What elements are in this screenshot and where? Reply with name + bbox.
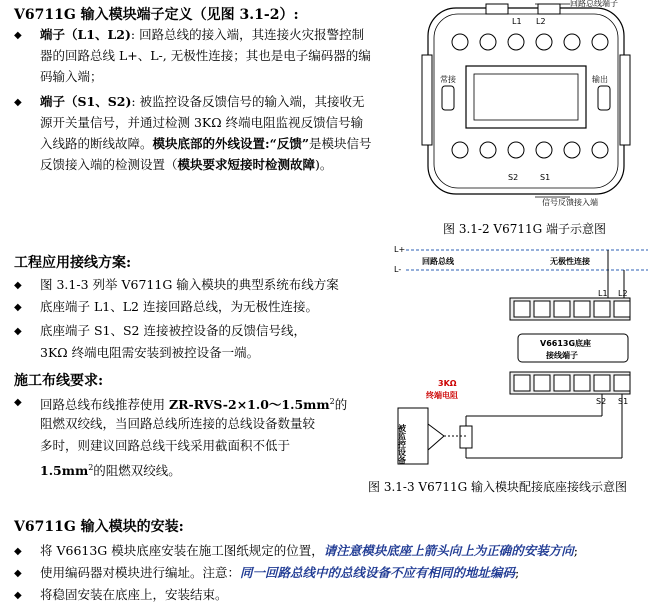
section-title-installation: V6711G 输入模块的安装: <box>14 519 184 535</box>
construction-line-1 <box>40 391 347 415</box>
cable-spec: ZR-RVS-2×1.0～1.5mm <box>168 397 330 413</box>
scheme-line-1: 图 3.1-3 列举 V6711G 输入模块的典型系统布线方案 <box>40 277 339 292</box>
construction-line-3: 多时，则建议回路总线干线采用截面积不低于 <box>40 438 291 453</box>
wiring-diagram <box>390 238 652 468</box>
label-s2: S2 <box>596 397 607 406</box>
label-loop-bus-terminal: 回路总线端子 <box>570 0 618 8</box>
term-s1s2-head: 端子（S1、S2) <box>40 94 132 109</box>
bullet-icon: ◆ <box>14 280 22 291</box>
construction-line-2: 阻燃双绞线，当回路总线所连接的总线设备数量较 <box>40 416 316 431</box>
label-l1: L1 <box>512 17 522 26</box>
text: ; <box>573 543 579 558</box>
base-label-1: V6613G底座 <box>540 339 592 348</box>
para-l1l2 <box>40 24 375 87</box>
superscript: 2 <box>329 397 335 406</box>
install-direction-note: 请注意模块底座上箭头向上为正确的安装方向 <box>323 543 574 558</box>
base-label-2: 接线端子 <box>546 351 578 360</box>
bullet-icon: ◆ <box>14 30 22 41</box>
term-s1s2-text2: 是模块信号反馈接入端的检测设置（ <box>40 136 372 172</box>
section-title-terminals: V6711G 输入模块端子定义（见图 3.1-2）: <box>14 7 299 23</box>
bullet-icon: ◆ <box>14 326 22 337</box>
device-label: 被监控设备 <box>397 424 407 464</box>
text: ; <box>515 565 520 580</box>
figure-caption-3-1-3: 图 3.1-3 V6711G 输入模块配接底座接线示意图 <box>368 480 628 494</box>
label-s2: S2 <box>508 173 519 182</box>
term-s1s2-text: : 被监控设备反馈信号的输入端，其接收无源开关量信号，并通过检测 3KΩ 终端电阻监视反馈信号输入线路的断线故障。 <box>40 94 365 151</box>
section-title-wiring-scheme: 工程应用接线方案: <box>14 255 132 271</box>
construction-line-4 <box>40 457 181 481</box>
text: 的阻燃双绞线。 <box>93 463 181 479</box>
label-l-plus: L+ <box>394 245 406 254</box>
bullet-icon: ◆ <box>14 397 22 408</box>
bullet-icon: ◆ <box>14 97 22 108</box>
text: 回路总线布线推荐使用 <box>40 397 169 413</box>
label-nonpolar: 无极性连接 <box>550 257 590 266</box>
bullet-icon: ◆ <box>14 590 22 601</box>
label-left: 常接 <box>440 75 456 84</box>
label-l2: L2 <box>536 17 546 26</box>
terminal-diagram <box>420 0 635 210</box>
label-l1: L1 <box>598 289 608 298</box>
text: 使用编码器对模块进行编址。注意： <box>40 565 241 580</box>
bullet-icon: ◆ <box>14 568 22 579</box>
scheme-line-3b: 3KΩ 终端电阻需安装到被控设备一端。 <box>40 345 260 360</box>
label-feedback-input: 信号反馈接入端 <box>542 198 598 207</box>
scheme-line-2: 底座端子 L1、L2 连接回路总线，为无极性连接。 <box>40 299 318 314</box>
text: 将 V6613G 模块底座安装在施工图纸规定的位置， <box>40 543 324 558</box>
scheme-line-3a: 底座端子 S1、S2 连接被控设备的反馈信号线， <box>40 323 306 338</box>
term-l1l2-text: : 回路总线的接入端，其连接火灾报警控制器的回路总线 L+、L-, 无极性连接；其也是电子编码器的编码输入端； <box>40 27 371 84</box>
install-line-1 <box>40 540 578 561</box>
text: 的 <box>334 397 348 413</box>
address-note: 同一回路总线中的总线设备不应有相同的地址编码 <box>240 565 516 580</box>
label-s1: S1 <box>618 397 629 406</box>
label-right: 输出 <box>592 75 608 84</box>
label-l-minus: L- <box>394 265 402 274</box>
para-s1s2 <box>40 91 375 175</box>
install-line-2 <box>40 562 519 583</box>
section-title-construction: 施工布线要求: <box>14 373 104 389</box>
install-line-3: 将稳固安装在底座上，安装结束。 <box>40 587 228 602</box>
resistor-value: 3KΩ <box>438 379 457 388</box>
resistor-label: 终端电阻 <box>426 391 458 400</box>
bullet-icon: ◆ <box>14 302 22 313</box>
term-s1s2-text3: )。 <box>315 157 333 172</box>
superscript: 2 <box>88 463 94 472</box>
label-loop-bus: 回路总线 <box>422 257 454 266</box>
term-l1l2-head: 端子（L1、L2) <box>40 27 131 42</box>
label-l2: L2 <box>618 289 628 298</box>
area-value: 1.5mm <box>40 463 89 479</box>
figure-caption-3-1-2: 图 3.1-2 V6711G 端子示意图 <box>443 222 607 236</box>
label-s1: S1 <box>540 173 551 182</box>
term-s1s2-bold: 模块底部的外线设置:“反馈” <box>152 136 310 151</box>
term-s1s2-bold2: 模块要求短接时检测故障 <box>177 157 316 172</box>
bullet-icon: ◆ <box>14 546 22 557</box>
